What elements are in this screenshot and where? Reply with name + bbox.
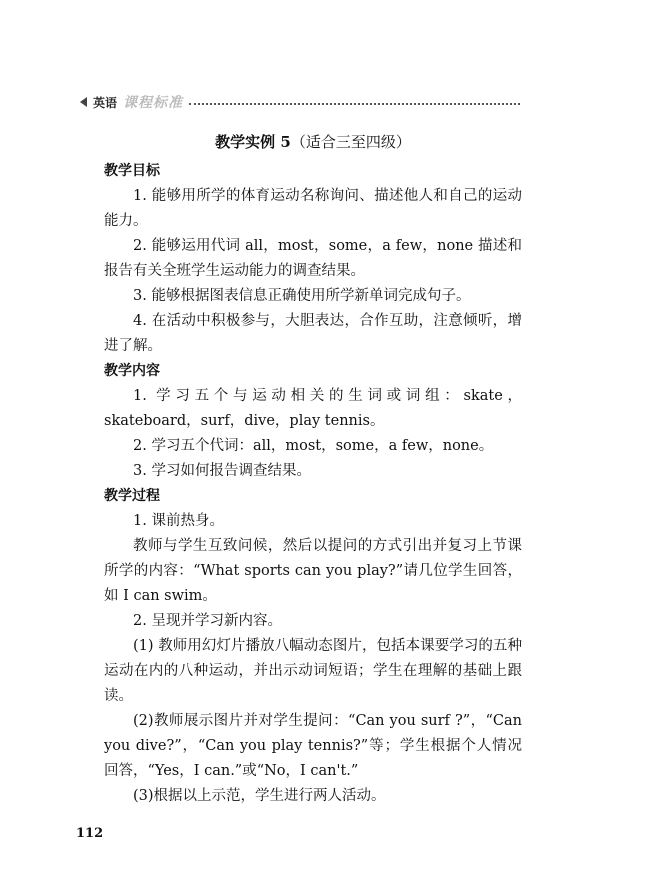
content-item: 3. 学习如何报告调查结果。	[133, 463, 311, 479]
header-subject: 英语	[93, 95, 118, 110]
content-item: 2. 学习五个代词：all，most，some，a few，none。	[133, 438, 494, 454]
process-item: (3)根据以上示范，学生进行两人活动。	[133, 788, 386, 804]
process-item: 教师与学生互致问候，然后以提问的方式引出并复习上节课所学的内容：“What sports can you play?”请几位学生回答，如 I can swim。	[104, 538, 522, 604]
goal-item: 3. 能够根据图表信息正确使用所学新单词完成句子。	[133, 288, 471, 304]
process-item: (2)教师展示图片并对学生提问：“Can you surf ?”，“Can you dive?”，“Can you play tennis?”等；学生根据个人情况回答，“Yes，I can.”或“No，I can't.”	[104, 713, 522, 779]
section-title-process: 教学过程	[104, 488, 160, 504]
page-number: 112	[76, 826, 104, 841]
goal-item: 2. 能够运用代词 all，most，some，a few，none 描述和报告有关全班学生运动能力的调查结果。	[104, 238, 522, 279]
section-title-content: 教学内容	[104, 363, 160, 379]
running-header	[80, 92, 520, 112]
goal-item: 1. 能够用所学的体育运动名称询问、描述他人和自己的运动能力。	[104, 188, 522, 229]
case-grade: （适合三至四级）	[290, 133, 411, 151]
header-title: 课程标准	[123, 95, 184, 111]
header-dotted-rule	[189, 103, 520, 105]
process-item: (1) 教师用幻灯片播放八幅动态图片，包括本课要学习的五种运动在内的八种运动，并出示动词短语；学生在理解的基础上跟读。	[104, 638, 522, 704]
process-item: 2. 呈现并学习新内容。	[133, 613, 282, 629]
main-content	[104, 130, 522, 809]
content-item: 1. 学习五个与运动相关的生词或词组：skate，skateboard，surf，dive，play tennis。	[104, 388, 522, 429]
process-item: 1. 课前热身。	[133, 513, 224, 529]
triangle-left-icon	[80, 97, 87, 107]
section-title-goals: 教学目标	[104, 163, 160, 179]
goal-item: 4. 在活动中积极参与，大胆表达，合作互助，注意倾听，增进了解。	[104, 313, 522, 354]
case-title	[104, 130, 522, 155]
case-title-text: 教学实例 5	[215, 133, 291, 151]
